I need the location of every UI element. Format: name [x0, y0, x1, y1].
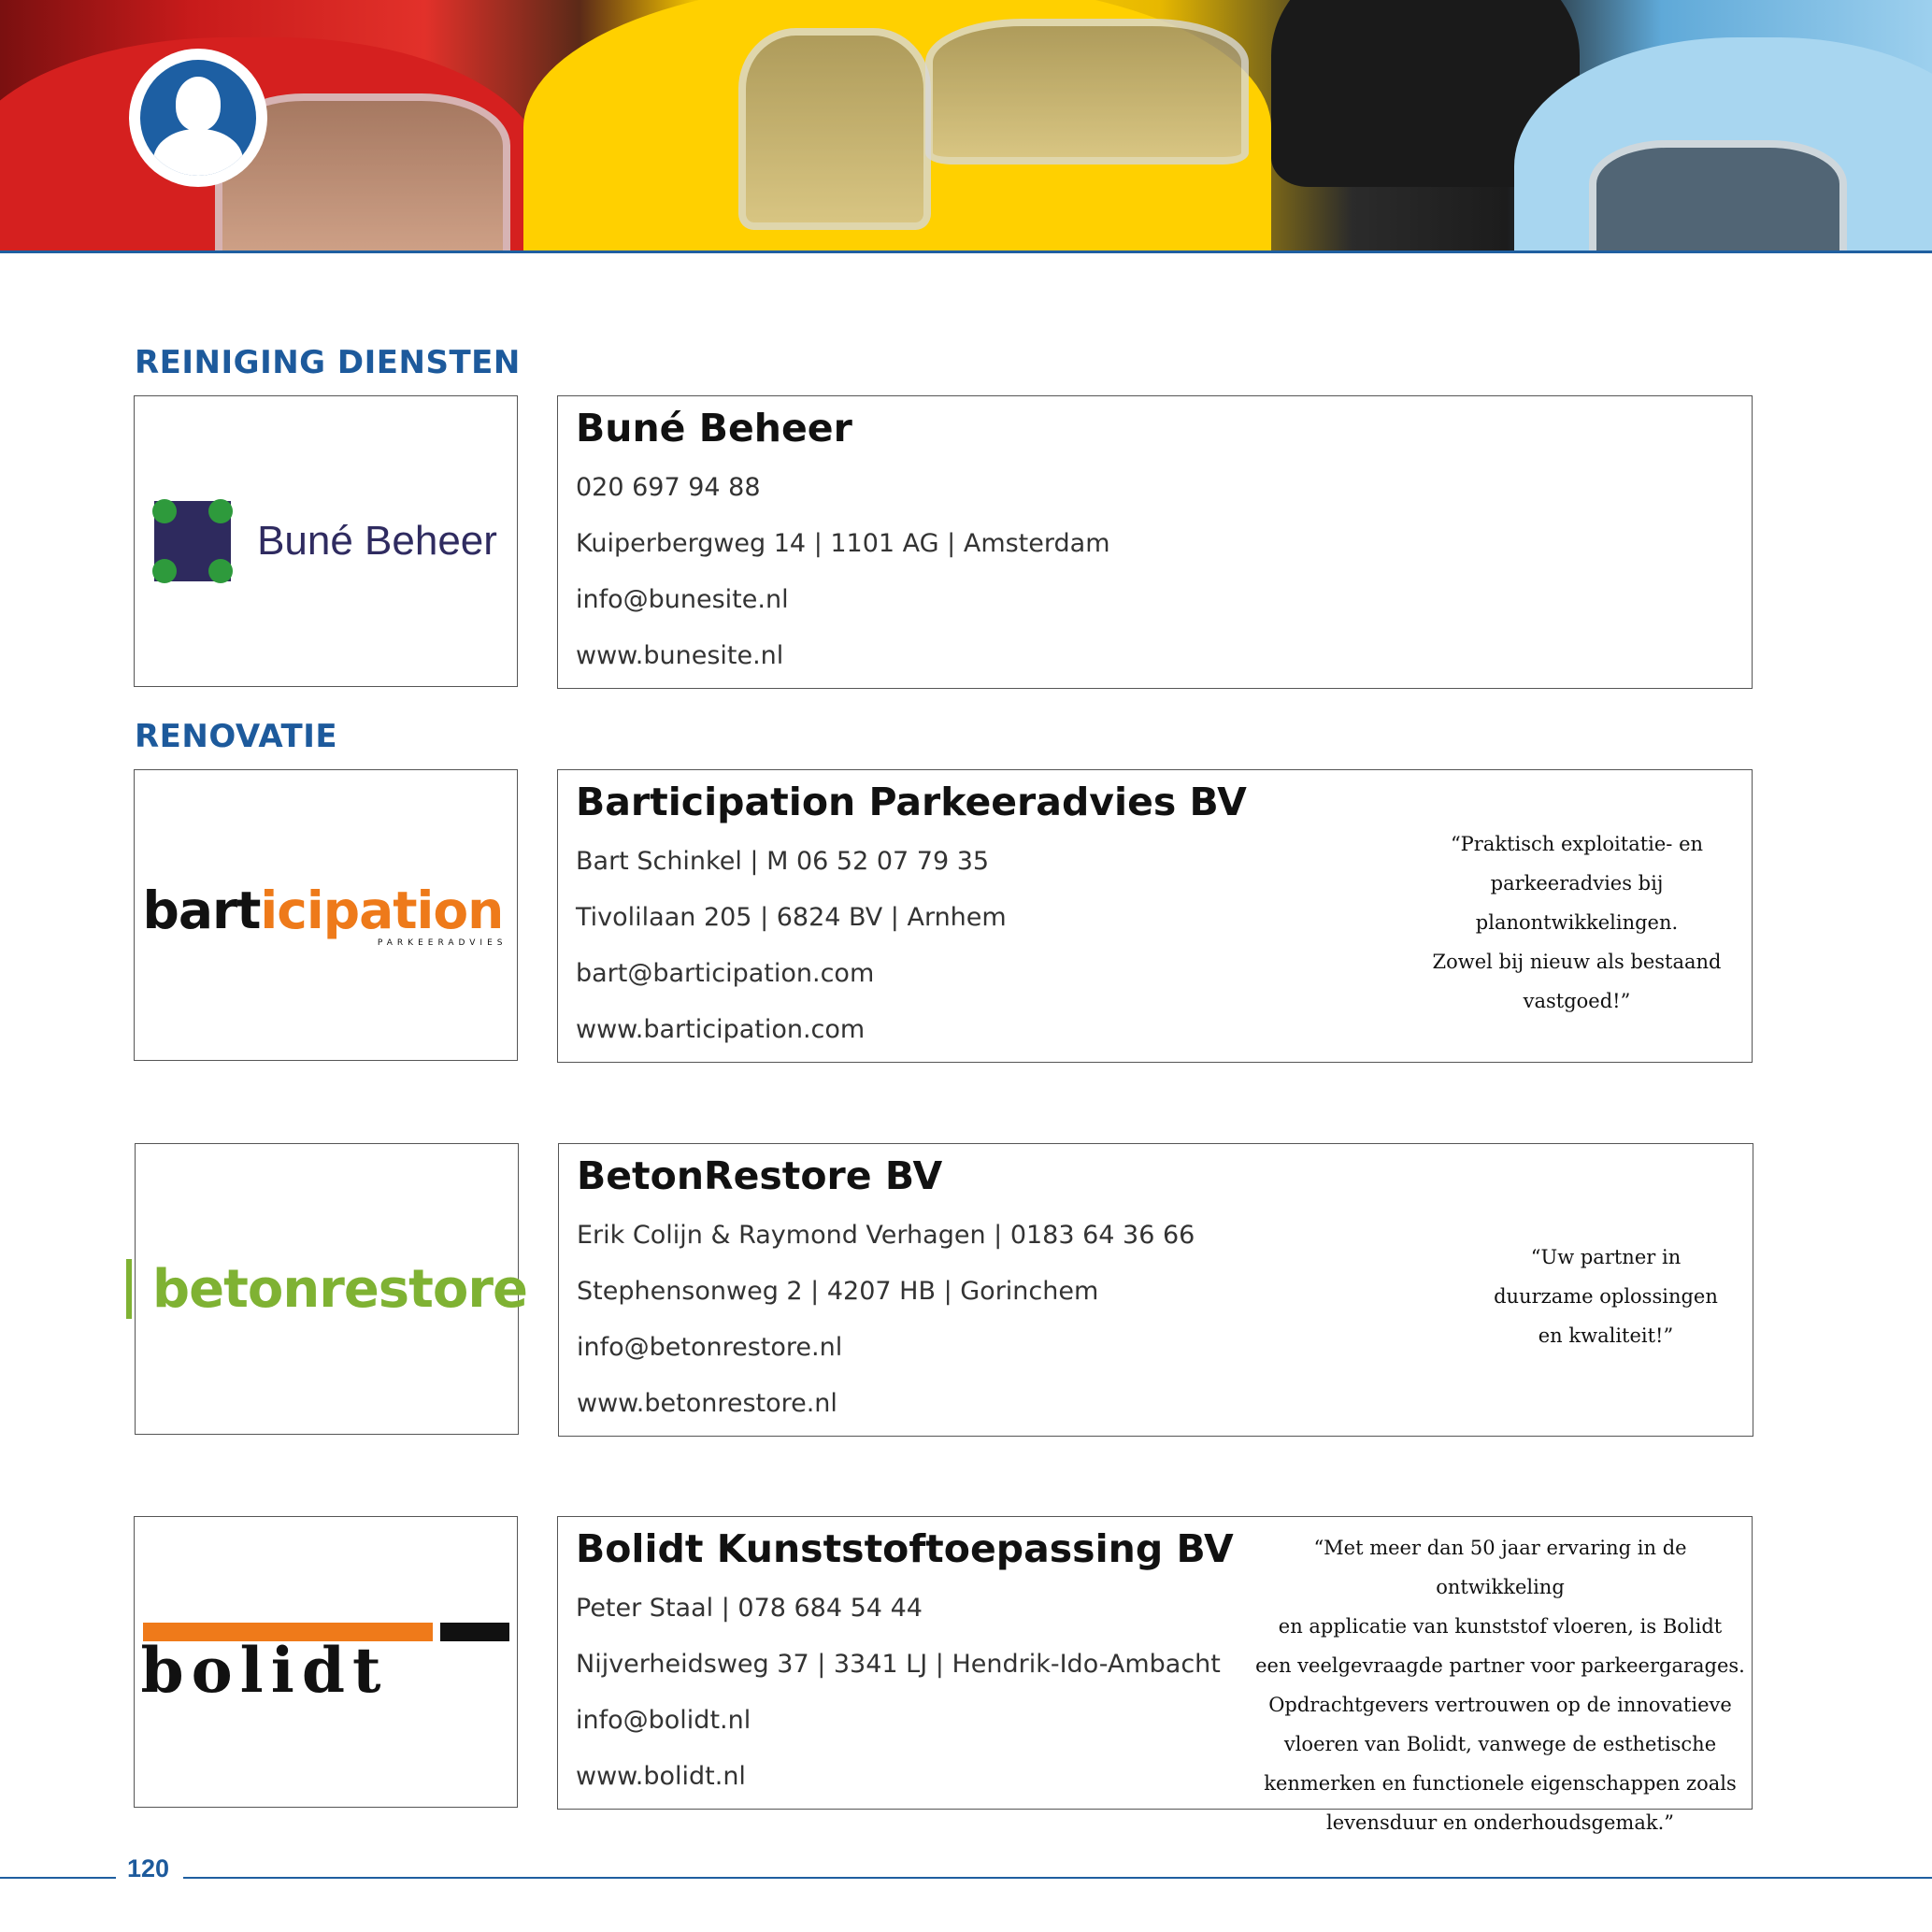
- company-quote: “Met meer dan 50 jaar ervaring in de ontwikkeling en applicatie van kunststof vloeren, is Bolidt een veelgevraagde partner voor parkeergarages. Opdrachtgevers vertrouwen op de innovatieve vloeren van Bolidt, vanwege de esthetische kenmerken en functionele eigenschappen zoals levensduur en onderhoudsgemak.”: [1255, 1537, 1745, 1834]
- bolidt-logo-text: bolidt: [140, 1634, 389, 1707]
- company-logo-bolidt: [134, 1516, 518, 1808]
- company-email[interactable]: bart@barticipation.com: [576, 959, 875, 988]
- company-name: Bolidt Kunststoftoepassing BV: [576, 1526, 1234, 1571]
- section-title-renovation: RENOVATIE: [135, 718, 338, 755]
- company-contact: Peter Staal | 078 684 54 44: [576, 1594, 923, 1623]
- company-card-bolidt: [557, 1516, 1753, 1834]
- beton-bar-icon: [126, 1259, 132, 1319]
- company-name: Buné Beheer: [576, 406, 852, 451]
- company-phone: 020 697 94 88: [576, 473, 761, 502]
- company-address: Stephensonweg 2 | 4207 HB | Gorinchem: [577, 1277, 1099, 1306]
- company-website[interactable]: www.bolidt.nl: [576, 1762, 746, 1791]
- company-logo-betonrestore: [135, 1143, 527, 1435]
- bune-logo-text: Buné Beheer: [257, 518, 497, 564]
- company-address: Kuiperbergweg 14 | 1101 AG | Amsterdam: [576, 529, 1110, 558]
- company-address: Tivolilaan 205 | 6824 BV | Arnhem: [576, 903, 1007, 932]
- company-name: Barticipation Parkeeradvies BV: [576, 780, 1247, 824]
- company-website[interactable]: www.betonrestore.nl: [577, 1389, 837, 1418]
- bart-logo-orange: icipation: [260, 880, 504, 940]
- header-divider: [0, 250, 1932, 253]
- user-silhouette-icon: [129, 49, 267, 187]
- company-card-bune: [557, 395, 1753, 689]
- company-name: BetonRestore BV: [577, 1153, 943, 1198]
- company-address: Nijverheidsweg 37 | 3341 LJ | Hendrik-Ido-Ambacht: [576, 1650, 1221, 1679]
- section-title-cleaning: REINIGING DIENSTEN: [135, 344, 521, 381]
- company-logo-bune: [134, 395, 518, 687]
- company-contact: Bart Schinkel | M 06 52 07 79 35: [576, 847, 990, 876]
- footer-rule-left: [0, 1877, 116, 1879]
- company-website[interactable]: www.barticipation.com: [576, 1015, 866, 1044]
- company-quote: “Praktisch exploitatie- en parkeeradvies bij planontwikkelingen. Zowel bij nieuw als bestaand vastgoed!”: [1432, 833, 1722, 1012]
- company-email[interactable]: info@bunesite.nl: [576, 585, 789, 614]
- company-logo-barticipation: [134, 769, 518, 1061]
- header-banner-image: [0, 0, 1932, 250]
- company-website[interactable]: www.bunesite.nl: [576, 641, 784, 670]
- page-number: 120: [127, 1854, 170, 1882]
- company-email[interactable]: info@betonrestore.nl: [577, 1333, 843, 1362]
- beton-logo-text: betonrestore: [152, 1258, 527, 1320]
- bune-dots-icon: [154, 501, 231, 581]
- bart-logo-subtitle: PARKEERADVIES: [377, 938, 508, 948]
- company-contact: Erik Colijn & Raymond Verhagen | 0183 64 36 66: [577, 1221, 1195, 1250]
- company-quote: “Uw partner in duurzame oplossingen en kwaliteit!”: [1494, 1246, 1718, 1347]
- company-email[interactable]: info@bolidt.nl: [576, 1706, 751, 1735]
- footer-rule-right: [183, 1877, 1932, 1879]
- company-card-barticipation: [557, 769, 1753, 1063]
- company-card-betonrestore: [558, 1143, 1753, 1437]
- bart-logo-black: bart: [142, 880, 261, 940]
